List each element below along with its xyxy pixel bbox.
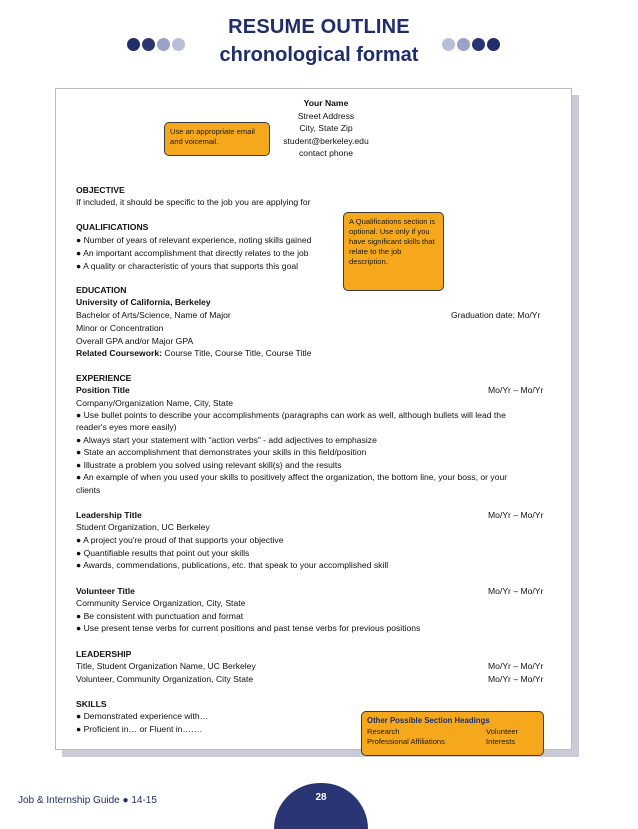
other-headings-note <box>361 711 544 756</box>
leadership-row-dates: Mo/Yr – Mo/Yr <box>488 674 544 684</box>
list-item: ● Use bullet points to describe your accomplishments (paragraphs can work as well, although bullets will lead the <box>76 410 506 420</box>
footer-guide-label: Job & Internship Guide ● 14-15 <box>18 795 157 806</box>
position-title: Position Title <box>76 385 130 395</box>
coursework-list: Course Title, Course Title, Course Title <box>161 348 312 358</box>
dot-icon <box>172 38 185 51</box>
dot-icon <box>442 38 455 51</box>
dot-icon <box>157 38 170 51</box>
dot-icon <box>142 38 155 51</box>
qualifications-heading: QUALIFICATIONS <box>76 222 149 232</box>
skills-heading: SKILLS <box>76 699 107 709</box>
contact-email: student@berkeley.edu <box>283 136 369 146</box>
list-item: clients <box>76 485 101 495</box>
list-item: ● Be consistent with punctuation and format <box>76 611 244 621</box>
list-item: ● A quality or characteristic of yours that supports this goal <box>76 261 299 271</box>
education-gpa: Overall GPA and/or Major GPA <box>76 336 194 346</box>
page-number: 28 <box>315 792 327 803</box>
list-item: ● An example of when you used your skills to positively affect the organization, the bottom line, your boss, or your <box>76 472 508 482</box>
contact-city: City, State Zip <box>299 123 353 133</box>
leadership-row-text: Volunteer, Community Organization, City State <box>76 674 254 684</box>
decorative-dots-right <box>442 38 500 51</box>
list-item: ● Use present tense verbs for current positions and past tense verbs for previous positions <box>76 623 421 633</box>
education-coursework <box>76 347 311 359</box>
other-headings-row <box>367 737 538 747</box>
list-item: ● A project you're proud of that supports your objective <box>76 535 284 545</box>
decorative-dots-left <box>127 38 185 51</box>
other-headings-row <box>367 727 538 737</box>
list-item: ● An important accomplishment that directly relates to the job <box>76 248 309 258</box>
volunteer-org: Community Service Organization, City, State <box>76 598 246 608</box>
contact-address: Street Address <box>297 111 355 121</box>
leadership-org: Student Organization, UC Berkeley <box>76 522 210 532</box>
dot-icon <box>472 38 485 51</box>
position-dates: Mo/Yr – Mo/Yr <box>488 385 544 395</box>
list-item: ● Illustrate a problem you solved using relevant skill(s) and the results <box>76 460 342 470</box>
contact-phone: contact phone <box>299 148 353 158</box>
leadership-heading: LEADERSHIP <box>76 649 132 659</box>
position-company: Company/Organization Name, City, State <box>76 398 233 408</box>
education-minor: Minor or Concentration <box>76 323 164 333</box>
list-item: ● Always start your statement with “action verbs” - add adjectives to emphasize <box>76 435 377 445</box>
coursework-label: Related Coursework: <box>76 348 162 358</box>
leadership-row-text: Title, Student Organization Name, UC Berkeley <box>76 661 256 671</box>
dot-icon <box>127 38 140 51</box>
other-heading-item: Professional Affiliations <box>367 737 445 746</box>
contact-name: Your Name <box>303 98 349 108</box>
list-item: reader's eyes more easily) <box>76 422 177 432</box>
leadership-row-dates: Mo/Yr – Mo/Yr <box>488 661 544 671</box>
leadership-title: Leadership Title <box>76 510 142 520</box>
education-degree: Bachelor of Arts/Science, Name of Major <box>76 310 231 320</box>
title-line-1: RESUME OUTLINE <box>228 16 410 38</box>
list-item: ● State an accomplishment that demonstrates your skills in this field/position <box>76 447 367 457</box>
resume-card <box>55 88 572 750</box>
objective-text: If included, it should be specific to the job you are applying for <box>76 197 311 207</box>
list-item: ● Number of years of relevant experience, noting skills gained <box>76 235 312 245</box>
dot-icon <box>487 38 500 51</box>
experience-heading: EXPERIENCE <box>76 373 132 383</box>
email-tip-note: Use an appropriate email and voicemail. <box>164 122 270 156</box>
qualifications-tip-note: A Qualifications section is optional. Use only if you have significant skills that relate to the job description. <box>343 212 444 291</box>
education-grad-date: Graduation date: Mo/Yr <box>451 310 541 320</box>
other-heading-item: Volunteer <box>486 727 519 736</box>
other-heading-item: Research <box>367 727 400 736</box>
education-school: University of California, Berkeley <box>76 297 211 307</box>
objective-heading: OBJECTIVE <box>76 185 125 195</box>
list-item: ● Demonstrated experience with… <box>76 711 209 721</box>
education-heading: EDUCATION <box>76 285 127 295</box>
volunteer-title: Volunteer Title <box>76 586 135 596</box>
list-item: ● Quantifiable results that point out your skills <box>76 548 250 558</box>
page-number-tab <box>274 783 368 829</box>
other-heading-item: Interests <box>486 737 516 746</box>
other-headings-title: Other Possible Section Headings <box>367 716 490 725</box>
leadership-dates: Mo/Yr – Mo/Yr <box>488 510 544 520</box>
title-line-2: chronological format <box>219 44 419 66</box>
list-item: ● Awards, commendations, publications, etc. that speak to your accomplished skill <box>76 560 389 570</box>
dot-icon <box>457 38 470 51</box>
list-item: ● Proficient in… or Fluent in……. <box>76 724 203 734</box>
volunteer-dates: Mo/Yr – Mo/Yr <box>488 586 544 596</box>
